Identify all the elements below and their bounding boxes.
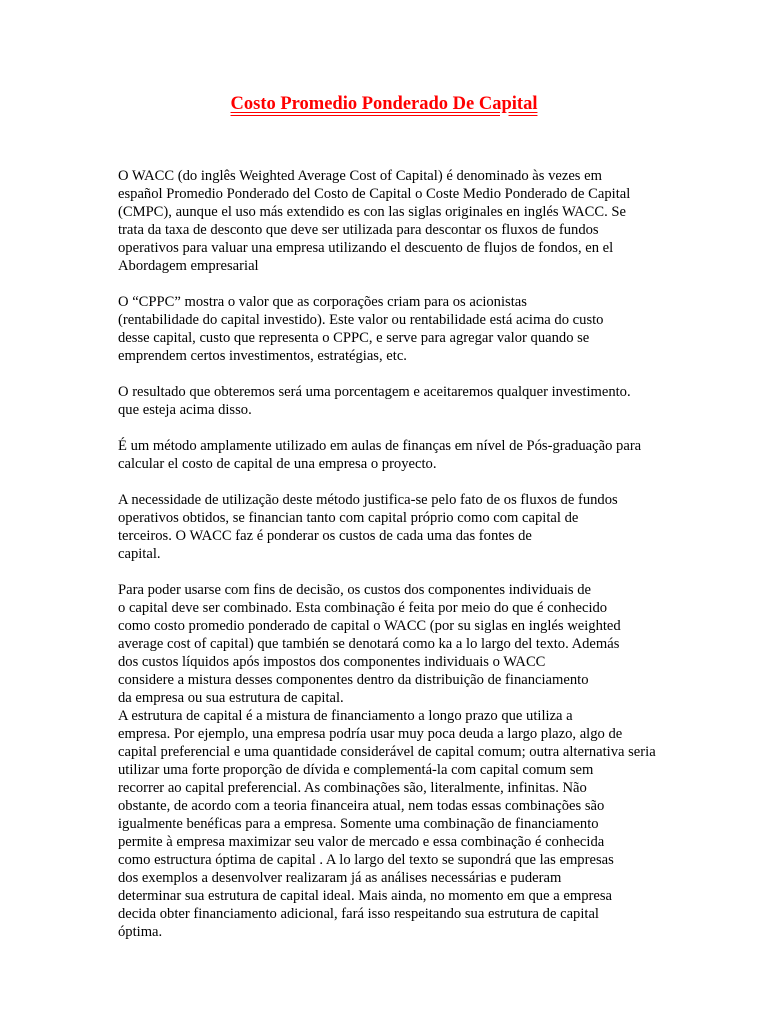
text-line: utilizar uma forte proporção de dívida e complementá-la com capital comum sem [118, 762, 594, 778]
text-line: emprendem certos investimentos, estratégias, etc. [118, 348, 407, 364]
document-title: Costo Promedio Ponderado De Capital [230, 94, 538, 114]
text-line: O resultado que obteremos será uma porcentagem e aceitaremos qualquer investimento. [118, 384, 631, 400]
text-line: permite à empresa maximizar seu valor de mercado e essa combinação é conhecida [118, 834, 605, 850]
document-body [118, 167, 663, 941]
paragraph [118, 293, 663, 365]
text-line: calcular el costo de capital de una empresa o proyecto. [118, 456, 437, 472]
text-line: dos exemplos a desenvolver realizaram já as análises necessárias e puderam [118, 870, 562, 886]
text-line: empresa. Por ejemplo, una empresa podría usar muy poca deuda a largo plazo, algo de [118, 726, 623, 742]
text-line: desse capital, custo que representa o CPPC, e serve para agregar valor quando se [118, 330, 590, 346]
paragraph-gap [118, 419, 663, 437]
text-line: terceiros. O WACC faz é ponderar os custos de cada uma das fontes de [118, 528, 532, 544]
text-line: considere a mistura desses componentes dentro da distribuição de financiamento [118, 672, 589, 688]
text-line: operativos para valuar una empresa utilizando el descuento de flujos de fondos, en el [118, 240, 614, 256]
text-line: Abordagem empresarial [118, 258, 259, 274]
text-line: dos custos líquidos após impostos dos componentes individuais o WACC [118, 654, 546, 670]
text-line: (rentabilidade do capital investido). Este valor ou rentabilidade está acima do custo [118, 312, 604, 328]
text-line: obstante, de acordo com a teoria financeira atual, nem todas essas combinações são [118, 798, 605, 814]
text-line: É um método amplamente utilizado em aulas de finanças em nível de Pós-graduação para [118, 438, 642, 454]
text-line: average cost of capital) que también se denotará como ka a lo largo del texto. Además [118, 636, 620, 652]
text-line: determinar sua estrutura de capital ideal. Mais ainda, no momento em que a empresa [118, 888, 612, 904]
paragraph [118, 491, 663, 563]
text-line: Para poder usarse com fins de decisão, os custos dos componentes individuais de [118, 582, 591, 598]
text-line: trata da taxa de desconto que deve ser utilizada para descontar os fluxos de fundos [118, 222, 599, 238]
text-line: O “CPPC” mostra o valor que as corporações criam para os acionistas [118, 294, 527, 310]
text-line: (CMPC), aunque el uso más extendido es con las siglas originales en inglés WACC. Se [118, 204, 627, 220]
text-line: operativos obtidos, se financian tanto com capital próprio como com capital de [118, 510, 579, 526]
paragraph [118, 383, 663, 419]
text-line: A estrutura de capital é a mistura de financiamento a longo prazo que utiliza a [118, 708, 573, 724]
paragraph [118, 437, 663, 473]
text-line: óptima. [118, 924, 163, 940]
paragraph-gap [118, 365, 663, 383]
text-line: que esteja acima disso. [118, 402, 252, 418]
text-line: O WACC (do inglês Weighted Average Cost of Capital) é denominado às vezes em [118, 168, 602, 184]
title-container [0, 94, 768, 115]
paragraph-gap [118, 563, 663, 581]
paragraph [118, 581, 663, 941]
text-line: capital preferencial e uma quantidade considerável de capital comum; outra alternativa seria [118, 744, 656, 760]
paragraph [118, 167, 663, 275]
text-line: A necessidade de utilização deste método justifica-se pelo fato de os fluxos de fundos [118, 492, 618, 508]
paragraph-gap [118, 473, 663, 491]
text-line: español Promedio Ponderado del Costo de Capital o Coste Medio Ponderado de Capital [118, 186, 631, 202]
text-line: capital. [118, 546, 161, 562]
text-line: como costo promedio ponderado de capital o WACC (por su siglas en inglés weighted [118, 618, 621, 634]
text-line: recorrer ao capital preferencial. As combinações são, literalmente, infinitas. Não [118, 780, 587, 796]
text-line: o capital deve ser combinado. Esta combinação é feita por meio do que é conhecido [118, 600, 608, 616]
text-line: como estructura óptima de capital . A lo largo del texto se supondrá que las empresas [118, 852, 614, 868]
text-line: decida obter financiamento adicional, fará isso respeitando sua estrutura de capital [118, 906, 599, 922]
text-line: igualmente benéficas para a empresa. Somente uma combinação de financiamento [118, 816, 599, 832]
paragraph-gap [118, 275, 663, 293]
text-line: da empresa ou sua estrutura de capital. [118, 690, 344, 706]
